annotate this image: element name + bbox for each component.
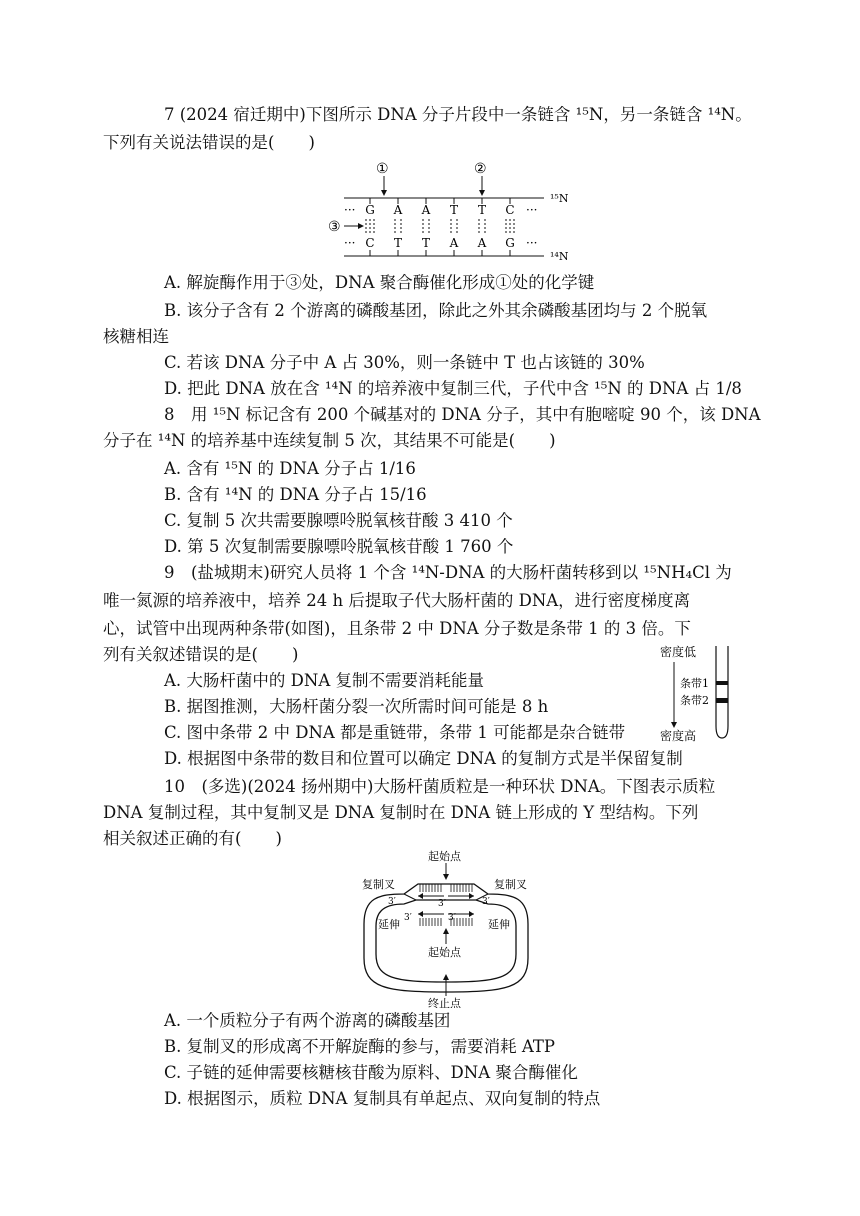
q9-option-a: A. 大肠杆菌中的 DNA 复制不需要消耗能量 (164, 671, 484, 690)
marker-1: ① (376, 161, 389, 177)
extend-right-label: 延伸 (488, 918, 510, 931)
base-top-6: C (505, 203, 515, 217)
q9-stem-line4 (103, 644, 298, 666)
q10-option-a: A. 一个质粒分子有两个游离的磷酸基团 (164, 1011, 451, 1030)
q9-option-b: B. 据图推测，大肠杆菌分裂一次所需时间可能是 8 h (164, 697, 549, 716)
q8-option-c: C. 复制 5 次共需要腺嘌呤脱氧核苷酸 3 410 个 (164, 511, 513, 530)
q9-stem-text: 列有关叙述错误的是( (103, 645, 258, 664)
extend-left-label: 延伸 (378, 918, 400, 931)
q9-option-d: D. 根据图中条带的数目和位置可以确定 DNA 的复制方式是半保留复制 (164, 749, 683, 768)
band2 (716, 698, 728, 703)
top-strand-bases (365, 203, 514, 217)
q9-option-c: C. 图中条带 2 中 DNA 都是重链带，条带 1 可能都是杂合链带 (164, 723, 626, 742)
base-bottom-3: T (421, 236, 431, 250)
top-dots-right: ··· (526, 203, 538, 217)
base-bottom-1: C (365, 236, 375, 250)
marker-3: ③ (328, 219, 341, 235)
base-top-4: T (449, 203, 459, 217)
q8-option-d: D. 第 5 次复制需要腺嘌呤脱氧核苷酸 1 760 个 (164, 537, 514, 556)
bottom-strand-bases (365, 236, 514, 250)
base-top-5: T (477, 203, 487, 217)
base-top-1: G (365, 203, 375, 217)
prime-label-2: 3′ (438, 899, 446, 909)
replication-bubble-top-bars (420, 884, 472, 892)
base-bottom-6: G (505, 236, 515, 250)
q7-stem-line1: 7 (2024 宿迁期中)下图所示 DNA 分子片段中一条链含 ¹⁵N，另一条链含 ¹⁴N。 (164, 105, 752, 124)
q10-stem-line2: DNA 复制过程，其中复制叉是 DNA 复制时在 DNA 链上形成的 Y 型结构。下列 (103, 803, 699, 822)
band1-label: 条带1 (680, 677, 709, 690)
q7-paren-close: ) (308, 133, 315, 152)
base-bottom-2: T (393, 236, 403, 250)
q7-option-c: C. 若该 DNA 分子中 A 占 30%，则一条链中 T 也占该链的 30% (164, 353, 645, 372)
q7-option-b-cont: 核糖相连 (103, 327, 169, 346)
q10-option-d: D. 根据图示，质粒 DNA 复制具有单起点、双向复制的特点 (164, 1089, 601, 1108)
q9-stem-line2: 唯一氮源的培养液中，培养 24 h 后提取子代大肠杆菌的 DNA，进行密度梯度离 (103, 591, 691, 610)
prime-label-3: 3′ (482, 897, 490, 907)
base-bottom-5: A (477, 236, 487, 250)
q7-stem-line2 (103, 132, 315, 154)
fork-left-label: 复制叉 (362, 878, 395, 891)
fork-right-label: 复制叉 (494, 878, 527, 891)
q8-paren-close: ) (549, 431, 556, 450)
q8-option-a: A. 含有 ¹⁵N 的 DNA 分子占 1/16 (164, 459, 416, 478)
base-top-2: A (393, 203, 403, 217)
q8-option-b: B. 含有 ¹⁴N 的 DNA 分子占 15/16 (164, 485, 427, 504)
terminus-label: 终止点 (428, 997, 461, 1008)
centrifuge-tube-figure (640, 642, 740, 742)
bottom-dots-left: ··· (344, 236, 356, 250)
q8-stem-line2 (103, 430, 556, 452)
marker-2: ② (474, 161, 487, 177)
origin-top-label: 起始点 (428, 850, 461, 863)
q10-option-c: C. 子链的延伸需要核糖核苷酸为原料、DNA 聚合酶催化 (164, 1063, 578, 1082)
top-dots-left: ··· (344, 203, 356, 217)
plasmid-replication-figure (356, 846, 536, 1008)
base-bottom-4: A (449, 236, 459, 250)
test-tube (716, 646, 728, 738)
band2-label: 条带2 (680, 694, 709, 707)
q7-option-a: A. 解旋酶作用于③处，DNA 聚合酶催化形成①处的化学键 (164, 273, 595, 292)
origin-mid-label: 起始点 (428, 946, 461, 959)
label-top-15n: ¹⁵N (550, 192, 569, 205)
q8-stem-text: 分子在 ¹⁴N 的培养基中连续复制 5 次，其结果不可能是( (103, 431, 516, 450)
q10-paren-close: ) (275, 829, 282, 848)
dna-fragment-figure (320, 158, 580, 264)
q10-stem-line3 (103, 828, 282, 850)
q10-stem-line1: 10 (多选)(2024 扬州期中)大肠杆菌质粒是一种环状 DNA。下图表示质粒 (164, 777, 716, 796)
bottom-dots-right: ··· (526, 236, 538, 250)
base-top-3: A (421, 203, 431, 217)
q7-stem-text: 下列有关说法错误的是( (103, 133, 275, 152)
q9-stem-line3: 心，试管中出现两种条带(如图)，且条带 2 中 DNA 分子数是条带 1 的 3 倍。下 (103, 619, 691, 638)
q10-stem-text: 相关叙述正确的有( (103, 829, 242, 848)
prime-label-1: 3′ (388, 897, 396, 907)
density-low-label: 密度低 (660, 645, 697, 659)
prime-label-4: 3′ (404, 913, 412, 923)
q9-stem-line1: 9 (盐城期末)研究人员将 1 个含 ¹⁴N-DNA 的大肠杆菌转移到以 ¹⁵NH₄Cl 为 (164, 563, 732, 582)
label-bottom-14n: ¹⁴N (550, 250, 569, 263)
q7-option-b: B. 该分子含有 2 个游离的磷酸基团，除此之外其余磷酸基团均与 2 个脱氧 (164, 301, 708, 320)
q10-option-b: B. 复制叉的形成离不开解旋酶的参与，需要消耗 ATP (164, 1037, 555, 1056)
q7-option-d: D. 把此 DNA 放在含 ¹⁴N 的培养液中复制三代，子代中含 ¹⁵N 的 DNA 占 1/8 (164, 379, 742, 398)
replication-bubble-bottom-bars (420, 918, 472, 926)
q9-paren-close: ) (291, 645, 299, 664)
q8-stem-line1: 8 用 ¹⁵N 标记含有 200 个碱基对的 DNA 分子，其中有胞嘧啶 90 个，该 DNA (164, 405, 761, 424)
band1 (716, 681, 728, 685)
prime-label-5: 3′ (448, 913, 456, 923)
density-high-label: 密度高 (660, 729, 697, 742)
